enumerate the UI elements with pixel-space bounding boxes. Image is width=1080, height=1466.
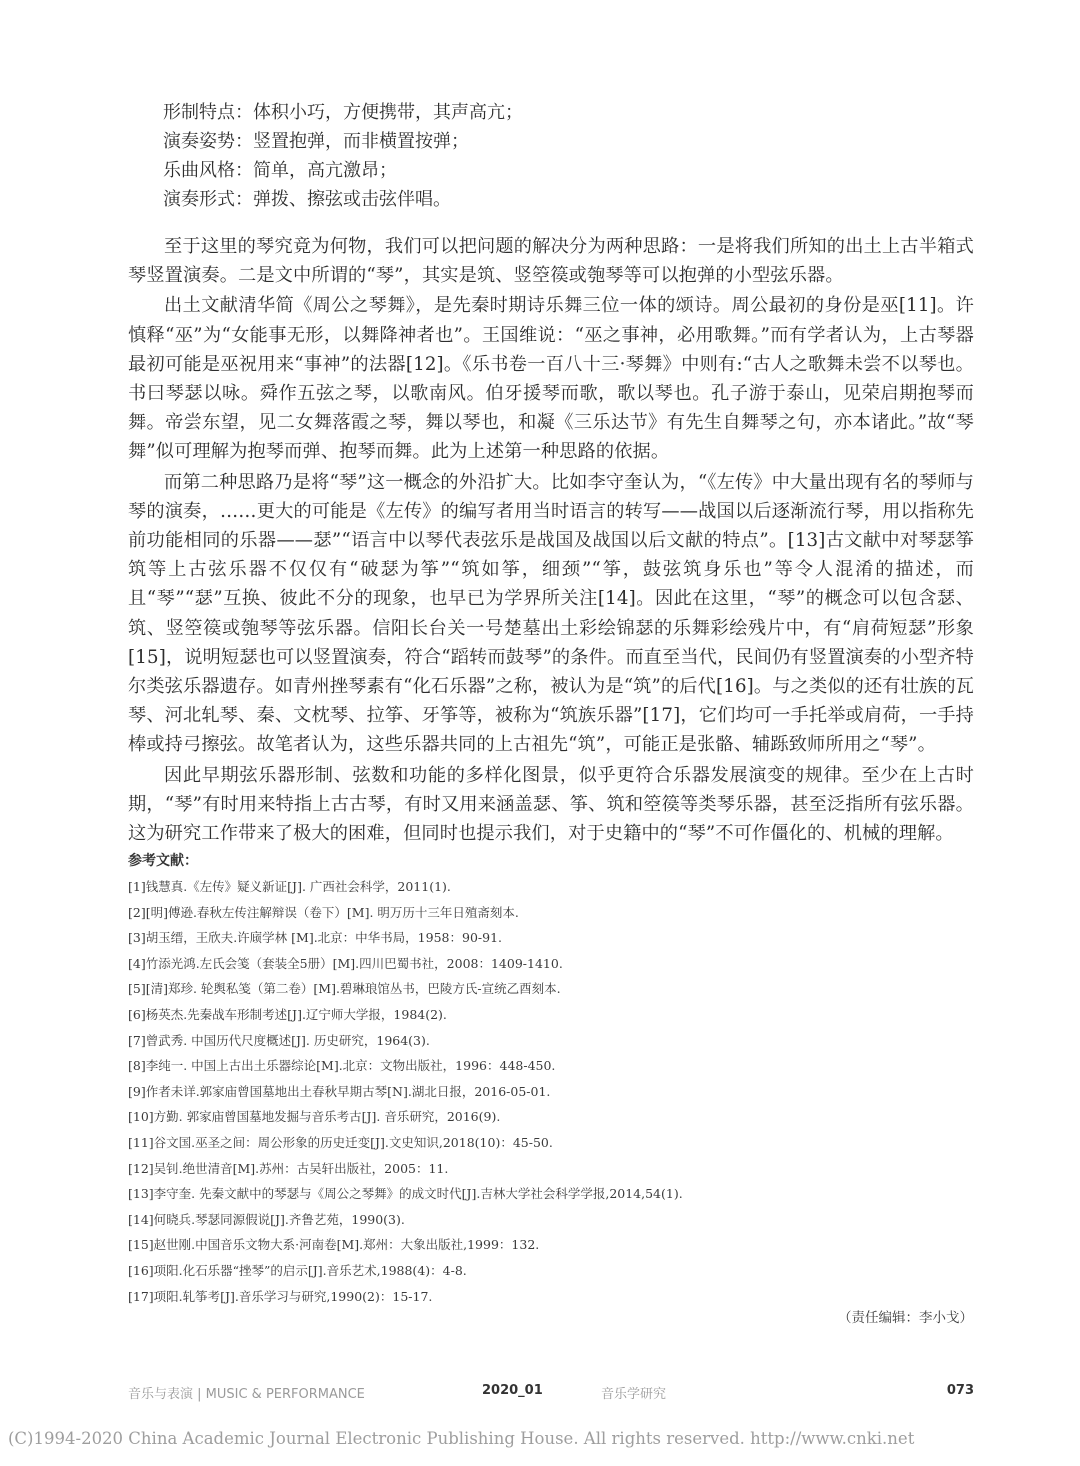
reference-item: [1]钱慧真.《左传》疑义新证[J]. 广西社会科学，2011(1). xyxy=(128,879,451,894)
paragraph: 出土文献清华简《周公之琴舞》，是先秦时期诗乐舞三位一体的颂诗。周公最初的身份是巫[11]。许慎释“巫”为“女能事无形，以舞降神者也”。王国维说：“巫之事神，必用歌舞。”而有学者认为，上古琴器最初可能是巫祝用来“事神”的法器[12]。《乐书卷一百八十三·琴舞》中则有:“古人之歌舞未尝不以琴也。书曰琴瑟以咏。舜作五弦之琴，以歌南风。伯牙援琴而歌，歌以琴也。孔子游于泰山，见荣启期抱琴而舞。帝尝东望，见二女舞落霞之琴，舞以琴也，和凝《三乐达节》有先生自舞琴之句，亦本诸此。”故“琴舞”似可理解为抱琴而弹、抱琴而舞。此为上述第一种思路的依据。 xyxy=(128,295,974,463)
paragraph: 至于这里的琴究竟为何物，我们可以把问题的解决分为两种思路：一是将我们所知的出土上古半箱式琴竖置演奏。二是文中所谓的“琴”，其实是筑、竖箜篌或匏琴等可以抱弹的小型弦乐器。 xyxy=(128,236,974,287)
reference-item: [2][明]傅逊.春秋左传注解辩误（卷下）[M]. 明万历十三年日殖斋刻本. xyxy=(128,904,519,920)
reference-item: [7]曾武秀. 中国历代尺度概述[J]. 历史研究，1964(3). xyxy=(128,1032,430,1048)
reference-item: [15]赵世刚.中国音乐文物大系·河南卷[M].郑州：大象出版社,1999：132. xyxy=(128,1237,540,1253)
paragraph: 而第二种思路乃是将“琴”这一概念的外沿扩大。比如李守奎认为，“《左传》中大量出现有名的琴师与琴的演奏，……更大的可能是《左传》的编写者用当时语言的转写——战国以后逐渐流行琴，用以指称先前功能相同的乐器——瑟”“语言中以琴代表弦乐是战国及战国以后文献的特点”。[13]古文献中对琴瑟筝筑等上古弦乐器不仅仅有“破瑟为筝”“筑如筝，细颈”“筝，鼓弦筑身乐也”等令人混淆的描述，而且“琴”“瑟”互换、彼此不分的现象，也早已为学界所关注[14]。因此在这里，“琴”的概念可以包含瑟、筑、竖箜篌或匏琴等弦乐器。信阳长台关一号楚墓出土彩绘锦瑟的乐舞彩绘残片中，有“肩荷短瑟”形象[15]，说明短瑟也可以竖置演奏，符合“蹈转而鼓琴”的条件。而直至当代，民间仍有竖置演奏的小型齐特尔类弦乐器遗存。如青州挫琴素有“化石乐器”之称，被认为是“筑”的后代[16]。与之类似的还有壮族的瓦琴、河北轧琴、秦、文枕琴、拉筝、牙筝等，被称为“筑族乐器”[17]，它们均可一手托举或肩荷，一手持棒或持弓擦弦。故笔者认为，这些乐器共同的上古祖先“筑”，可能正是张骼、辅跞致师所用之“琴”。 xyxy=(128,471,974,756)
reference-item: [4]竹添光鸿.左氏会笺（套装全5册）[M].四川巴蜀书社，2008：1409-1410. xyxy=(128,955,563,971)
references-heading: 参考文献： xyxy=(128,853,198,869)
reference-item: [17]项阳.轧筝考[J].音乐学习与研究,1990(2)：15-17. xyxy=(128,1288,433,1304)
feature-item: 演奏姿势：竖置抱弹，而非横置按弹； xyxy=(163,131,469,152)
feature-list xyxy=(163,98,963,214)
reference-item: [9]作者未详.郭家庙曾国墓地出土春秋早期古琴[N].湖北日报，2016-05-01. xyxy=(128,1083,551,1099)
reference-item: [3]胡玉缙，王欣夫.许庼学林 [M].北京：中华书局，1958：90-91. xyxy=(128,930,502,946)
reference-item: [12]吴钊.绝世清音[M].苏州：古吴轩出版社，2005：11. xyxy=(128,1160,449,1176)
feature-item: 形制特点：体积小巧，方便携带，其声高亢； xyxy=(163,102,523,123)
reference-item: [5][清]郑珍. 轮舆私笺（第二卷）[M].碧琳琅馆丛书，巴陵方氏-宣统乙酉刻本. xyxy=(128,981,561,997)
reference-item: [14]何晓兵.琴瑟同源假说[J].齐鲁艺苑，1990(3). xyxy=(128,1211,405,1227)
references-section xyxy=(128,850,974,1309)
page-number: 073 xyxy=(946,1383,974,1398)
reference-item: [10]方勤. 郭家庙曾国墓地发掘与音乐考古[J]. 音乐研究，2016(9). xyxy=(128,1109,501,1125)
reference-item: [13]李守奎. 先秦文献中的琴瑟与《周公之琴舞》的成文时代[J].吉林大学社会科学学报,2014,54(1). xyxy=(128,1186,683,1202)
copyright-notice: (C)1994-2020 China Academic Journal Electronic Publishing House. All rights reserved. http://www.cnki.net xyxy=(8,1429,915,1448)
page-footer xyxy=(128,1383,974,1405)
feature-item: 演奏形式：弹拨、擦弦或击弦伴唱。 xyxy=(163,189,451,210)
feature-item: 乐曲风格：简单，高亢激昂； xyxy=(163,160,397,181)
editor-note: （责任编辑：李小戈） xyxy=(838,1310,973,1326)
journal-name: 音乐与表演 | MUSIC & PERFORMANCE xyxy=(128,1387,365,1402)
reference-item: [8]李纯一. 中国上古出土乐器综论[M].北京：文物出版社，1996：448-450. xyxy=(128,1058,556,1074)
section-name: 音乐学研究 xyxy=(601,1387,667,1402)
reference-item: [6]杨英杰.先秦战车形制考述[J].辽宁师大学报，1984(2). xyxy=(128,1006,447,1022)
reference-item: [11]谷文国.巫圣之间：周公形象的历史迁变[J].文史知识,2018(10)：45-50. xyxy=(128,1134,553,1150)
reference-item: [16]项阳.化石乐器“挫琴”的启示[J].音乐艺术,1988(4)：4-8. xyxy=(128,1262,467,1278)
issue-number: 2020_01 xyxy=(482,1383,543,1398)
body-text xyxy=(128,232,974,849)
paragraph: 因此早期弦乐器形制、弦数和功能的多样化图景，似乎更符合乐器发展演变的规律。至少在上古时期，“琴”有时用来特指上古古琴，有时又用来涵盖瑟、筝、筑和箜篌等类琴乐器，甚至泛指所有弦乐器。这为研究工作带来了极大的困难，但同时也提示我们，对于史籍中的“琴”不可作僵化的、机械的理解。 xyxy=(128,764,974,845)
